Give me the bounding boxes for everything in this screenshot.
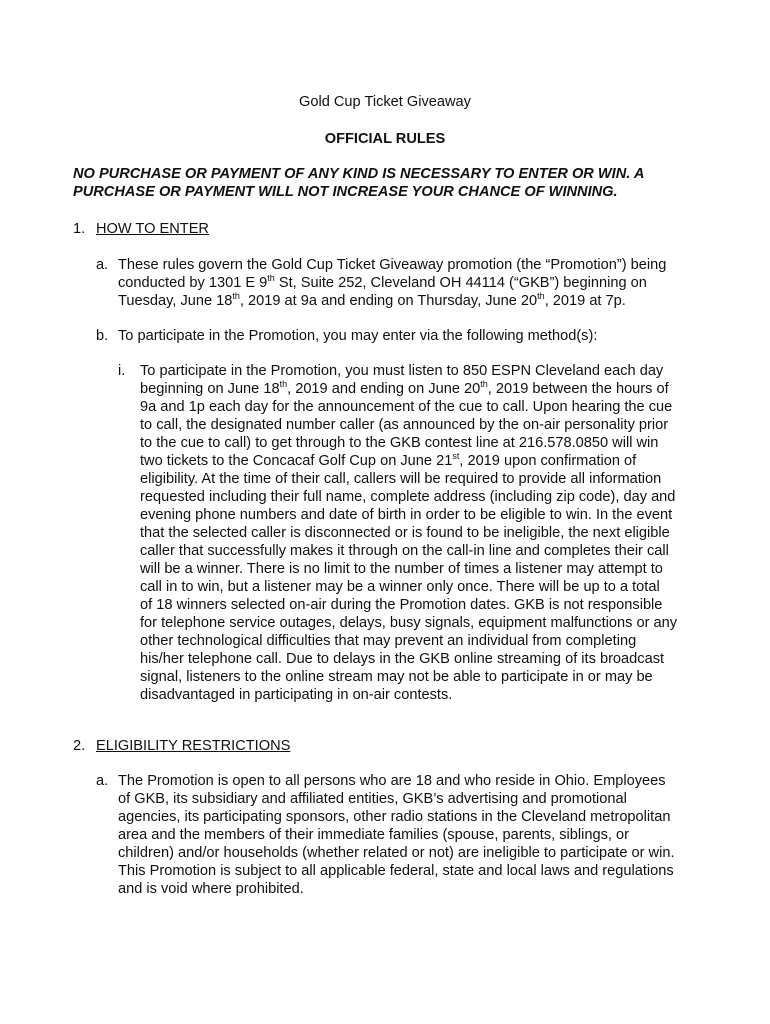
paragraph-line: for telephone service outages, delays, busy signals, equipment malfunctions or any bbox=[140, 615, 678, 631]
paragraph-line: area and the members of their immediate families (spouse, parents, siblings, or bbox=[118, 827, 630, 843]
paragraph-line: of 18 winners selected on-air during the Promotion dates. GKB is not responsible bbox=[140, 597, 663, 613]
disclaimer-line: PURCHASE OR PAYMENT WILL NOT INCREASE YOUR CHANCE OF WINNING. bbox=[73, 184, 618, 200]
paragraph-line: his/her telephone call. Due to delays in the GKB online streaming of its broadcast bbox=[140, 651, 665, 667]
paragraph-line: children) and/or households (whether related or not) are ineligible to participate or win. bbox=[118, 845, 675, 861]
section-number: 2. bbox=[73, 738, 86, 754]
paragraph-line: call in to win, but a listener may be a winner only once. There will be up to a total bbox=[140, 579, 660, 595]
paragraph-line: Tuesday, June 18th, 2019 at 9a and ending on Thursday, June 20th, 2019 at 7p. bbox=[118, 291, 626, 309]
paragraph-line: To participate in the Promotion, you must listen to 850 ESPN Cleveland each day bbox=[140, 363, 664, 379]
list-marker: a. bbox=[96, 257, 109, 273]
paragraph-line: caller that successfully makes it through on the call-in line and completes their call bbox=[140, 543, 669, 559]
paragraph-line: evening phone numbers and date of birth in order to be eligible to win. In the event bbox=[140, 507, 673, 523]
paragraph-line: agencies, its participating sponsors, other radio stations in the Cleveland metropolitan bbox=[118, 809, 671, 825]
paragraph-line: will be a winner. There is no limit to the number of times a listener may attempt to bbox=[140, 561, 663, 577]
paragraph-line: beginning on June 18th, 2019 and ending on June 20th, 2019 between the hours of bbox=[140, 379, 669, 397]
official-rules-heading: OFFICIAL RULES bbox=[324, 131, 446, 147]
paragraph-line: requested including their full name, complete address (including zip code), day and bbox=[140, 489, 676, 505]
paragraph-line: two tickets to the Concacaf Golf Cup on June 21st, 2019 upon confirmation of bbox=[140, 451, 637, 469]
document-title: Gold Cup Ticket Giveaway bbox=[299, 94, 471, 110]
paragraph-line: The Promotion is open to all persons who are 18 and who reside in Ohio. Employees bbox=[118, 773, 666, 789]
paragraph-line: eligibility. At the time of their call, callers will be required to provide all information bbox=[140, 471, 662, 487]
paragraph-line: to the cue to call) to get through to the GKB contest line at 216.578.0850 will win bbox=[140, 435, 659, 451]
section-heading: HOW TO ENTER bbox=[96, 221, 209, 237]
paragraph-line: These rules govern the Gold Cup Ticket Giveaway promotion (the “Promotion”) being bbox=[118, 257, 667, 273]
list-marker: i. bbox=[118, 363, 126, 379]
list-marker: a. bbox=[96, 773, 109, 789]
paragraph-line: other technological difficulties that may prevent an individual from completing bbox=[140, 633, 637, 649]
paragraph-line: signal, listeners to the online stream may not be able to participate in or may be bbox=[140, 669, 653, 685]
paragraph-line: 9a and 1p each day for the announcement of the cue to call. Upon hearing the cue bbox=[140, 399, 673, 415]
section-number: 1. bbox=[73, 221, 86, 237]
paragraph-line: disadvantaged in participating in on-air contests. bbox=[140, 687, 453, 703]
paragraph-line: To participate in the Promotion, you may enter via the following method(s): bbox=[118, 328, 598, 344]
section-heading: ELIGIBILITY RESTRICTIONS bbox=[96, 738, 291, 754]
paragraph-line: to call, the designated number caller (as announced by the on-air personality prior bbox=[140, 417, 669, 433]
list-marker: b. bbox=[96, 328, 109, 344]
paragraph-line: that the selected caller is disconnected or is found to be ineligible, the next eligible bbox=[140, 525, 670, 541]
disclaimer-line: NO PURCHASE OR PAYMENT OF ANY KIND IS NECESSARY TO ENTER OR WIN. A bbox=[73, 166, 645, 182]
paragraph-line: conducted by 1301 E 9th St, Suite 252, Cleveland OH 44114 (“GKB”) beginning on bbox=[118, 273, 647, 291]
paragraph-line: and is void where prohibited. bbox=[118, 881, 304, 897]
paragraph-line: of GKB, its subsidiary and affiliated entities, GKB’s advertising and promotional bbox=[118, 791, 627, 807]
paragraph-line: This Promotion is subject to all applicable federal, state and local laws and regulations bbox=[118, 863, 674, 879]
